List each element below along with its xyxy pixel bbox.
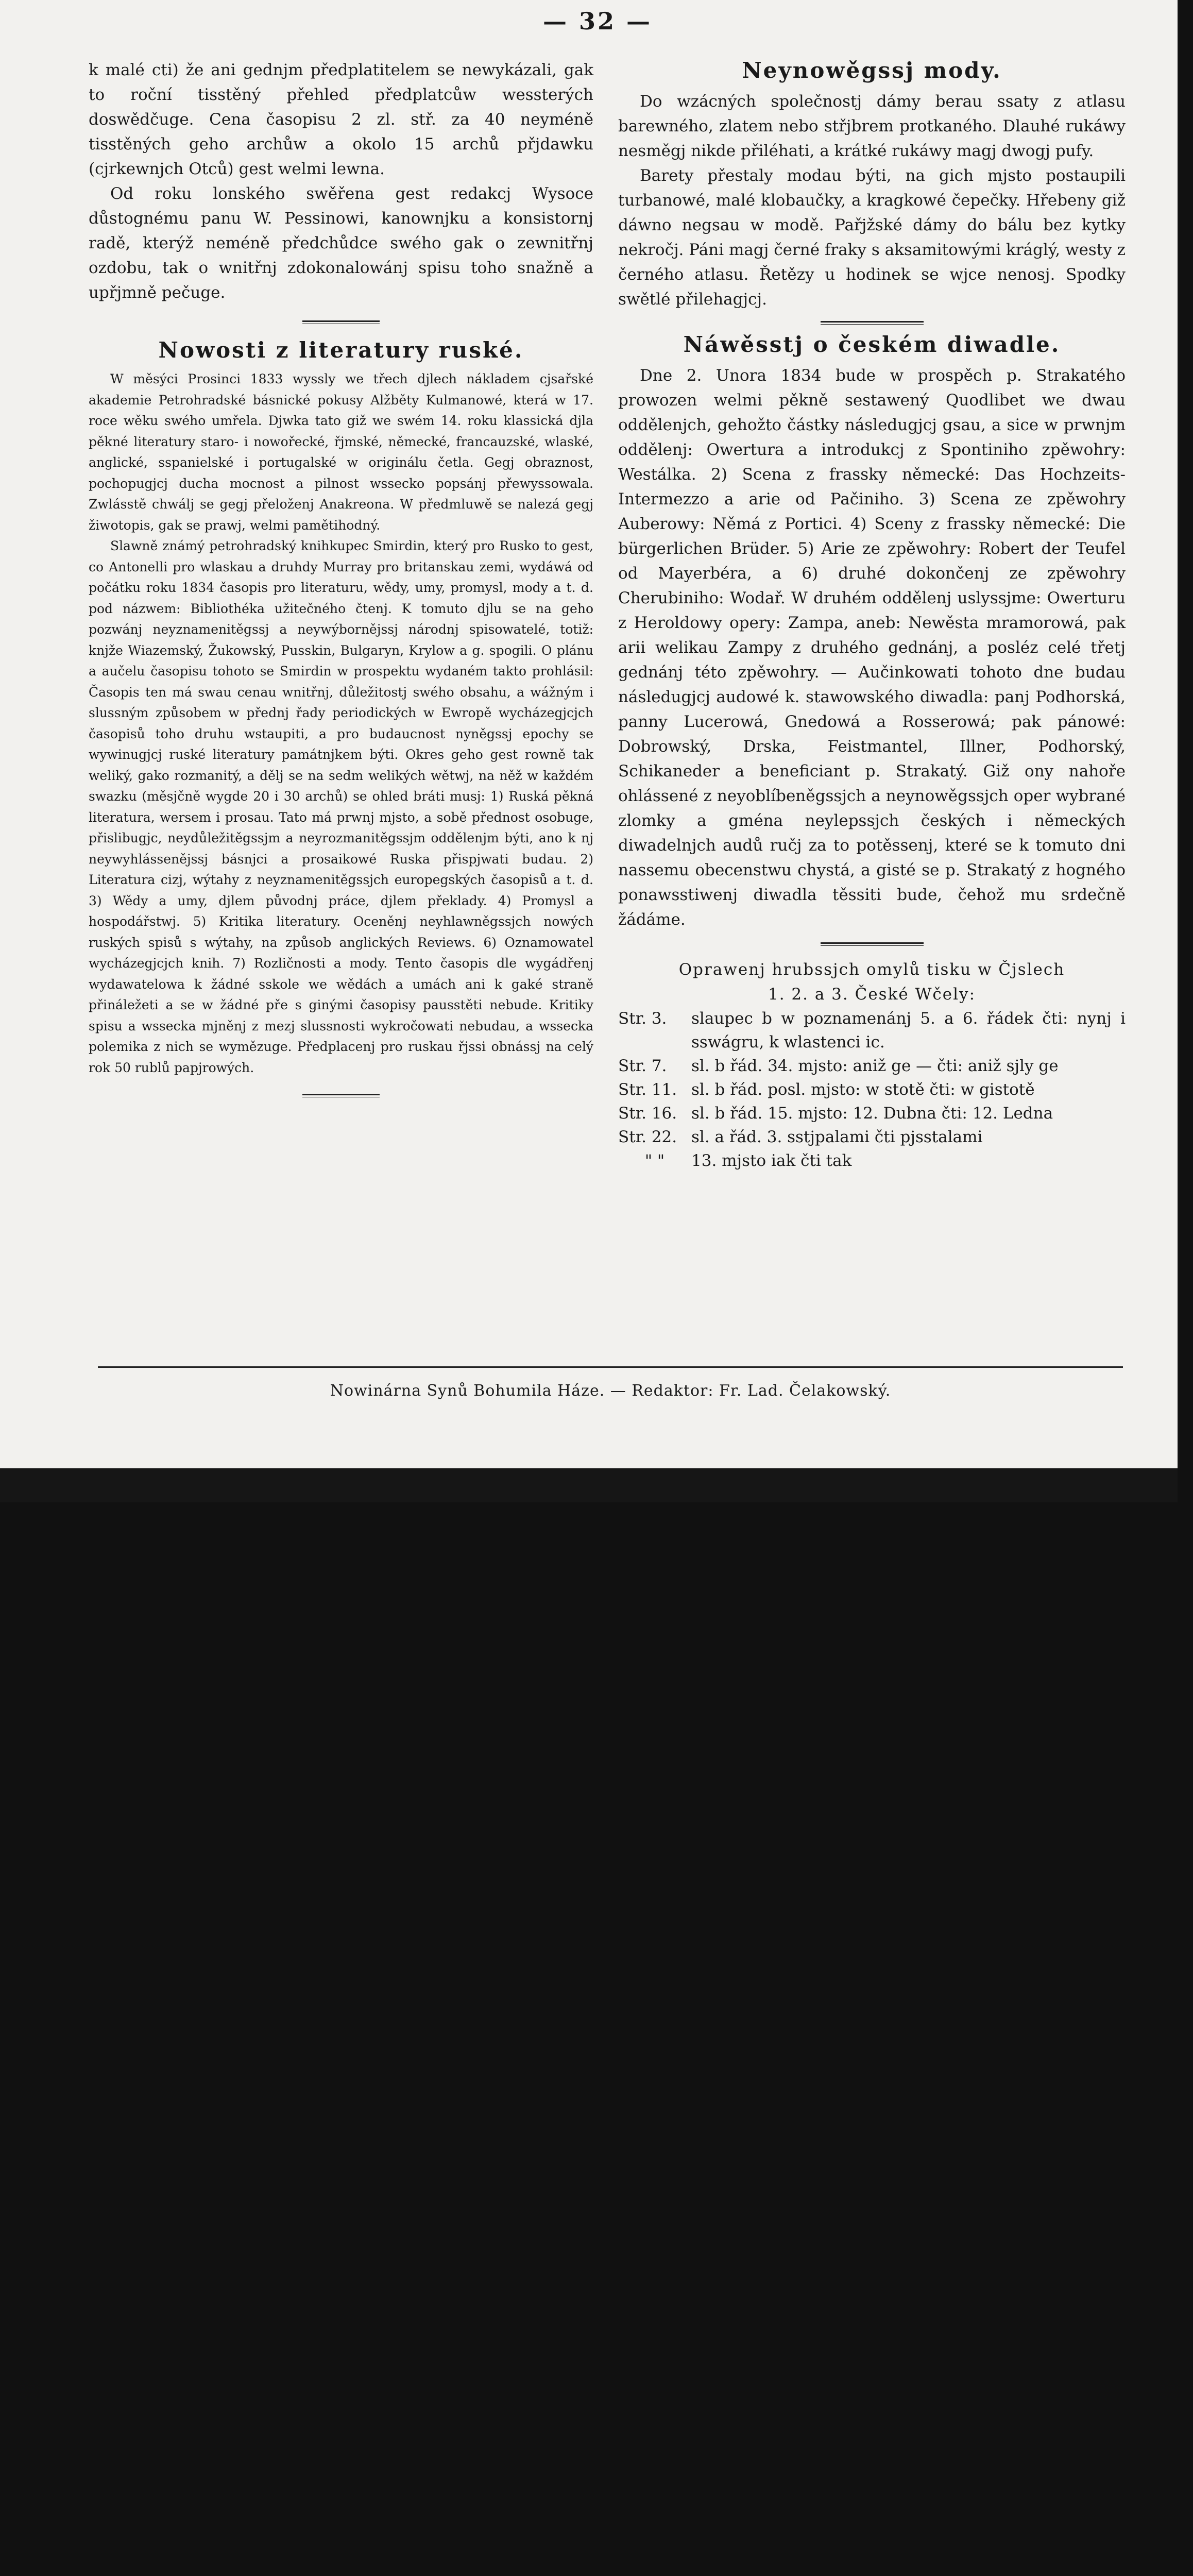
section-divider [821,942,924,946]
page-number: — 32 — [542,7,653,35]
errata-page-label: Str. 16. [618,1104,677,1123]
errata-page-label: " " [644,1151,665,1170]
intro-paragraph: Od roku lonského swěřena gest redakcj Wysoce důstognému panu W. Pessinowi, kanownjku a konsistornj radě, kterýž neméně předchůdce swého gak o zewnitřnj ozdobu, tak o wnitřnj zdokonalowánj spisu toho snažně a upřjmně pečuge. [89,184,593,302]
errata-page-label: Str. 3. [618,1009,667,1028]
errata-page-label: Str. 7. [618,1057,667,1075]
errata-item [618,1149,1126,1173]
errata-item [618,1078,1126,1101]
section-divider [302,320,380,324]
errata-correction: slaupec b w poznamenánj 5. a 6. řádek čti: nynj i sswágru, k wlastenci ic. [691,1009,1126,1052]
right-column [618,58,1126,1173]
article-paragraph: Slawně známý petrohradský knihkupec Smirdin, který pro Rusko to gest, co Antonelli pro wlaskau a druhdy Murray pro britanskau zemi, wydáwá od počátku roku 1834 časopis pro literaturu, wědy, umy, promysl, mody a t. d. pod názwem: Bibliothéka užitečného čtenj. K tomuto djlu se na geho pozwánj neyznamenitěgssj a neywýbornějssj národnj spisowatelé, totiž: knjže Wiazemský, Žukowský, Pusskin, Bulgaryn, Krylow a g. spogili. O plánu a aučelu časopisu tohoto se Smirdin w prospektu wydaném takto prohlásil: Časopis ten má swau cenau wnitřnj, důležitostj swého obsahu, a wážným i slussným způsobem w přednj řady periodických w Ewropě wycházegjcjch časopisů toho druhu wstaupiti, a pro budaucnost nyněgssj epochy se wywinugjcj ruské literatury památnjkem býti. Okres geho gest rowně tak weliký, gako rozmanitý, a dělj se na sedm welikých wětwj, na něž w každém swazku (měsjčně wygde 20 i 30 archů) se ohled bráti musj: 1) Ruská pěkná literatura, wersem i prosau. Tato má prwnj mjsto, a sobě přednost osobuge, přislibugjc, neydůležitěgssjm a neyrozmanitěgssjm oddělenjm býti, ano k nj neywyhlássenějssj básnjci a prosaikowé Ruska přispjwati budau. 2) Literatura cizj, wýtahy z neyznamenitěgssjch europegských časopisů a t. d. 3) Wědy a umy, djlem původnj práce, djlem překlady. 4) Promysl a hospodářstwj. 5) Kritika literatury. Oceněnj neyhlawněgssjch nowých ruských spisů s wýtahy, na způsob anglických Reviews. 6) Oznamowatel wycházegjcjch knih. 7) Rozličnosti a mody. Tento časopis dle wygádřenj wydawatelowa k žádné sskole we wědách a umách ani k gaké straně přináležeti a se w žádné pře s ginými časopisy pausstěti nebude. Kritiky spisu a wssecka mjněnj z mezj slussnosti wykročowati nebudau, a wssecka polemika z nich se wymězuge. Předplacenj pro ruskau řjssi obnássj na celý rok 50 rublů papjrowých. [89,538,593,1075]
article-paragraph: W měsýci Prosinci 1833 wyssly we třech djlech nákladem cjsařské akademie Petrohradské básnické pokusy Alžběty Kulmanowé, která w 17. roce wěku swého umřela. Djwka tato giž we swém 14. roku klassická djla pěkné literatury staro- i nowořecké, řjmské, německé, francauzské, wlaské, anglické, sspanielské i portugalské w originálu četla. Gegj obraznost, pochopugjcj ducha mocnost a pilnost wssecko popsánj přewyssowala. Zwlásstě chwálj se gegj přeloženj Anakreona. W předmluwě se nalezá gegj žiwotopis, gak se prawj, welmi pamětihodný. [89,371,593,533]
errata-item [618,1007,1126,1054]
errata-correction: 13. mjsto iak čti tak [691,1151,852,1170]
left-column [89,58,593,1111]
errata-page-label: Str. 22. [618,1128,677,1146]
footer-rule [98,1366,1123,1368]
section-title-fashion: Neynowěgssj mody. [742,58,1002,83]
fashion-paragraph: Barety přestaly modau býti, na gich mjsto postaupili turbanowé, malé klobaučky, a kragkowé čepečky. Hřebeny giž dáwno negsau w modě. Pařjžské dámy do bálu bez kytky nekročj. Páni magj černé fraky s aksamitowými kráglý, westy z černého atlasu. Řetězy u hodinek se wjce nenosj. Spodky swětlé přilehagjcj. [618,166,1126,309]
intro-paragraph: k malé cti) že ani gednjm předplatitelem se newykázali, gak to roční tisstěný přehled předplatcůw wessterých doswědčuge. Cena časopisu 2 zl. stř. za 40 neyméně tisstěných geho archůw a okolo 15 archů přjdawku (cjrkewnjch Otců) gest welmi lewna. [89,61,593,178]
errata-correction: sl. b řád. posl. mjsto: w stotě čti: w gistotě [691,1080,1035,1099]
theatre-paragraph: Dne 2. Unora 1834 bude w prospěch p. Strakatého prowozen welmi pěkně sestawený Quodlibet we dwau oddělenjch, gehožto částky následugjcj gsau, a sice w prwnjm oddělenj: Owertura a introdukcj z Spontiniho zpěwohry: Westálka. 2) Scena z frassky německé: Das Hochzeits-Intermezzo a arie od Pačiniho. 3) Scena ze zpěwohry Auberowy: Němá z Portici. 4) Sceny z frassky německé: Die bürgerlichen Brüder. 5) Arie ze zpěwohry: Robert der Teufel od Mayerbéra, a 6) druhé dokončenj ze zpěwohry Cherubiniho: Wodař. W druhém oddělenj uslyssjme: Owerturu z Heroldowy opery: Zampa, aneb: Newěsta mramorowá, pak arii welikau Zampy z druhého gednánj, a posléz celé třetj gednánj této zpěwohry. — Aučinkowati tohoto dne budau následugjcj audowé k. stawowského diwadla: panj Podhorská, panny Lucerowá, Gnedowá a Rosserowá; pak pánowé: Dobrowský, Drska, Feistmantel, Illner, Podhorský, Schikaneder a beneficiant p. Strakatý. Giž ony nahoře ohlássené z neyoblíbeněgssjch a neynowěgssjch oper wybrané zlomky a gména neylepssjch českých i německých diwadelnjch audů ručj za to potěssenj, které se k tomuto dni nassemu obecenstwu chystá, a gisté se p. Strakatý z hogného ponawsstiwenj diwadla těssiti bude, čehož mu srdečně žádáme. [618,366,1126,929]
errata-item [618,1054,1126,1078]
errata-title: Oprawenj hrubssjch omylů tisku w Čjslech [678,960,1065,979]
section-title-russian-literature: Nowosti z literatury ruské. [158,337,524,363]
errata-correction: sl. b řád. 34. mjsto: aniž ge — čti: aniž sjly ge [691,1057,1059,1075]
imprint-line: Nowinárna Synů Bohumila Háze. — Redaktor: Fr. Lad. Čelakowský. [330,1382,891,1400]
errata-item [618,1101,1126,1125]
scan-bottom-edge [0,1468,1178,1502]
section-divider [302,1094,380,1097]
errata-correction: sl. b řád. 15. mjsto: 12. Dubna čti: 12. Ledna [691,1104,1053,1123]
section-divider [821,321,924,325]
errata-subtitle: 1. 2. a 3. České Wčely: [768,985,976,1004]
section-title-theatre: Náwěsstj o českém diwadle. [683,332,1061,357]
errata-correction: sl. a řád. 3. sstjpalami čti pjsstalami [691,1128,983,1146]
errata-item [618,1125,1126,1149]
fashion-paragraph: Do wzácných společnostj dámy berau ssaty z atlasu barewného, zlatem nebo střjbrem protkaného. Dlauhé rukáwy nesměgj nikde přiléhati, a krátké rukáwy magj dwogj pufy. [618,92,1126,160]
errata-page-label: Str. 11. [618,1080,677,1099]
